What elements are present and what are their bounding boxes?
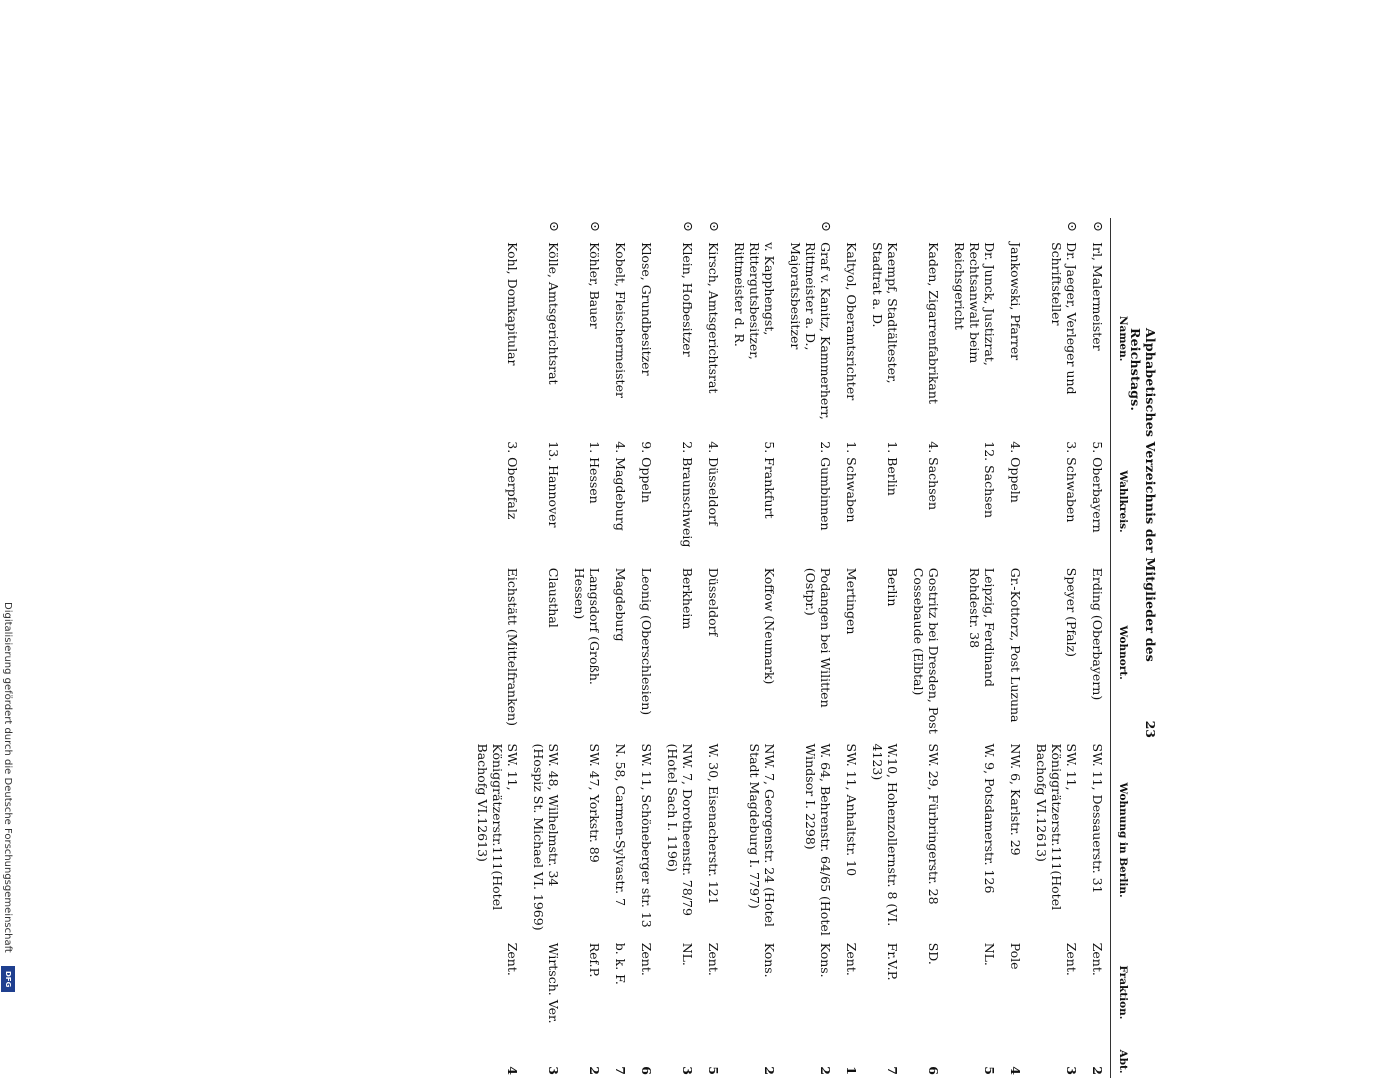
- member-wohnung: SW. 11, Anhaltstr. 10: [844, 743, 859, 877]
- member-name: Köhler, Bauer: [587, 242, 602, 329]
- col-fraktion-header: Fraktion.: [1111, 940, 1131, 1045]
- table-row: [659, 218, 700, 1078]
- member-name: Dr. Junck, Justizrat, Rechtsanwalt beim Reichsgericht: [952, 242, 997, 366]
- member-wohnort: Erding (Oberbayern): [1090, 567, 1105, 701]
- member-wahlkreis: 5. Frankfurt: [762, 441, 777, 519]
- member-wahlkreis: 4. Düsseldorf: [706, 441, 721, 526]
- col-wohnort-header: Wohnort.: [1111, 565, 1131, 741]
- member-wohnort: Mertingen: [844, 567, 859, 635]
- row-mark: [864, 218, 905, 239]
- member-wohnung: NW. 7, Dorotheenstr. 78/79 (Hotel Sach I. 1196): [665, 743, 695, 916]
- col-abt-header: Abt.: [1111, 1045, 1131, 1078]
- member-wohnung: W. 9, Potsdamerstr. 126: [982, 743, 997, 894]
- row-mark: ⊙: [587, 221, 602, 232]
- member-name: Klein, Hofbesitzer: [680, 242, 695, 357]
- member-wohnort: Gr.-Kottorz, Post Luzuna: [1008, 567, 1023, 723]
- member-fraktion: NL.: [680, 942, 695, 966]
- member-wohnung: SW. 29, Fürbringerstr. 28: [926, 743, 941, 905]
- member-wohnort: Langsdorf (Großh. Hessen): [572, 567, 602, 685]
- row-mark: [607, 218, 633, 239]
- member-abteilung: 5: [982, 1066, 997, 1075]
- member-wohnung: W.10, Hohenzollernstr. 8 (VI. 4123): [870, 743, 900, 927]
- table-row: [1084, 218, 1111, 1078]
- member-abteilung: 2: [587, 1066, 602, 1075]
- member-wohnung: SW. 48, Wilhelmstr. 34 (Hospiz St. Michael VI. 1969): [531, 743, 561, 931]
- members-table: [469, 218, 1130, 1078]
- member-name: Dr. Jaeger, Verleger und Schriftsteller: [1049, 242, 1079, 395]
- row-mark: ⊙: [1090, 221, 1105, 232]
- member-wahlkreis: 12. Sachsen: [982, 441, 997, 519]
- member-wohnung: SW. 11, Dessauerstr. 31: [1090, 743, 1105, 894]
- row-mark: ⊙: [1064, 221, 1079, 232]
- member-wohnort: Eichstätt (Mittelfranken): [505, 567, 520, 726]
- row-mark: ⊙: [546, 221, 561, 232]
- member-wohnort: Podangen bei Wilitten (Ostpr.): [803, 567, 833, 708]
- table-row: [726, 218, 782, 1078]
- member-wohnung: NW. 7, Georgenstr. 24 (Hotel Stadt Magdeburg I. 7797): [747, 743, 777, 927]
- member-name: Kobelt, Fleischermeister: [613, 242, 628, 398]
- member-fraktion: NL.: [982, 942, 997, 966]
- table-row: [525, 218, 566, 1078]
- table-row: [905, 218, 946, 1078]
- col-mark-header: [1111, 218, 1131, 239]
- member-fraktion: Zent.: [505, 942, 520, 976]
- row-mark: ⊙: [818, 221, 833, 232]
- member-abteilung: 2: [1090, 1066, 1105, 1075]
- member-wahlkreis: 1. Schwaben: [844, 441, 859, 523]
- member-wohnung: W. 30, Eisenacherstr. 121: [706, 743, 721, 905]
- member-abteilung: 6: [926, 1066, 941, 1075]
- member-abteilung: 4: [1008, 1066, 1023, 1075]
- member-wohnung: SW. 11, Königgrätzerstr.111(Hotel Bachofg VI.12613): [475, 743, 520, 911]
- member-fraktion: Wirtsch. Ver.: [546, 942, 561, 1024]
- dfg-logo: DFG: [1, 966, 15, 992]
- member-fraktion: Pole: [1008, 942, 1023, 970]
- member-abteilung: 6: [639, 1066, 654, 1075]
- member-abteilung: 1: [844, 1066, 859, 1075]
- member-abteilung: 2: [762, 1066, 777, 1075]
- member-name: Kaempf, Stadtältester, Stadtrat a. D.: [870, 242, 900, 384]
- member-wahlkreis: 2. Braunschweig: [680, 441, 695, 548]
- member-abteilung: 5: [706, 1066, 721, 1075]
- table-row: [946, 218, 1002, 1078]
- member-wohnort: Leonig (Oberschlesien): [639, 567, 654, 716]
- member-wahlkreis: 3. Oberpfalz: [505, 441, 520, 520]
- member-wohnung: SW. 11, Königgrätzerstr.111(Hotel Bachofg VI.12613): [1034, 743, 1079, 911]
- member-wahlkreis: 1. Berlin: [885, 441, 900, 496]
- member-wahlkreis: 1. Hessen: [587, 441, 602, 504]
- member-abteilung: 7: [885, 1066, 900, 1075]
- member-wahlkreis: 9. Oppeln: [639, 441, 654, 503]
- document-title: Alphabetisches Verzeichnis der Mitglieder des Reichstags.: [1128, 328, 1158, 663]
- row-mark: [1002, 218, 1028, 239]
- page-number: 23: [1143, 720, 1158, 738]
- member-fraktion: Zent.: [1090, 942, 1105, 976]
- row-mark: ⊙: [706, 221, 721, 232]
- rotated-page: [280, 218, 1160, 1075]
- member-wohnort: Gostritz bei Dresden, Post Cossebaude (Elbtal): [911, 567, 941, 734]
- member-wohnort: Leipzig, Ferdinand Rohdestr. 38: [967, 567, 997, 687]
- member-abteilung: 3: [1064, 1066, 1079, 1075]
- row-mark: ⊙: [680, 221, 695, 232]
- member-wohnort: Düsseldorf: [706, 567, 721, 637]
- member-abteilung: 2: [818, 1066, 833, 1075]
- member-wohnung: N. 58, Carmen-Sylvastr. 7: [613, 743, 628, 907]
- table-row: [633, 218, 659, 1078]
- member-fraktion: Fr.V.P.: [885, 942, 900, 981]
- member-name: Klose, Grundbesitzer: [639, 242, 654, 376]
- row-mark: [469, 218, 525, 239]
- member-abteilung: 7: [613, 1066, 628, 1075]
- member-name: Kölle, Amtsgerichtsrat: [546, 242, 561, 385]
- member-wohnung: SW. 11, Schöneberger str. 13: [639, 743, 654, 928]
- member-wahlkreis: 2. Gumbinnen: [818, 441, 833, 531]
- member-wohnort: Berlin: [885, 567, 900, 607]
- member-wohnung: SW. 47, Yorkstr. 89: [587, 743, 602, 863]
- member-fraktion: Zent.: [706, 942, 721, 976]
- row-mark: [838, 218, 864, 239]
- member-name: Kirsch, Amtsgerichtsrat: [706, 242, 721, 394]
- member-wohnort: Koffow (Neumark): [762, 567, 777, 685]
- member-name: v. Kapphengst, Rittergutsbesitzer, Rittmeister d. R.: [732, 242, 777, 360]
- member-fraktion: Kons.: [818, 942, 833, 978]
- member-fraktion: b. k. F.: [613, 942, 628, 985]
- col-wohnung-header: Wohnung in Berlin.: [1111, 741, 1131, 940]
- member-wahlkreis: 3. Schwaben: [1064, 441, 1079, 523]
- member-fraktion: Zent.: [639, 942, 654, 976]
- member-abteilung: 3: [546, 1066, 561, 1075]
- member-wohnort: Magdeburg: [613, 567, 628, 642]
- row-mark: [633, 218, 659, 239]
- member-wahlkreis: 13. Hannover: [546, 441, 561, 528]
- table-row: [607, 218, 633, 1078]
- member-name: Kaden, Zigarrenfabrikant: [926, 242, 941, 404]
- member-name: Irl, Malermeister: [1090, 242, 1105, 351]
- member-wohnort: Speyer (Pfalz): [1064, 567, 1079, 657]
- member-fraktion: Ref.P.: [587, 942, 602, 978]
- member-wahlkreis: 5. Oberbayern: [1090, 441, 1105, 533]
- table-row: [1002, 218, 1028, 1078]
- col-name-header: Namen.: [1111, 239, 1131, 438]
- col-wahlkreis-header: Wahlkreis.: [1111, 438, 1131, 565]
- member-wohnort: Clausthal: [546, 567, 561, 628]
- row-mark: [905, 218, 946, 239]
- table-row: [566, 218, 607, 1078]
- table-row: [782, 218, 838, 1078]
- member-fraktion: Zent.: [1064, 942, 1079, 976]
- member-wohnung: W. 64, Behrenstr. 64/65 (Hotel Windsor I. 2298): [803, 743, 833, 936]
- member-wahlkreis: 4. Magdeburg: [613, 441, 628, 531]
- digitization-note: [0, 602, 14, 994]
- digitization-note-text: Digitalisierung gefördert durch die Deutsche Forschungsgemeinschaft: [2, 602, 13, 953]
- member-name: Graf v. Kanitz, Kammerherr, Rittmeister a. D., Majoratsbesitzer: [788, 242, 833, 420]
- table-row: [864, 218, 905, 1078]
- member-abteilung: 3: [680, 1066, 695, 1075]
- member-abteilung: 4: [505, 1066, 520, 1075]
- member-fraktion: Kons.: [762, 942, 777, 978]
- member-wahlkreis: 4. Sachsen: [926, 441, 941, 511]
- table-row: [1028, 218, 1084, 1078]
- member-wohnung: NW. 6, Karlstr. 29: [1008, 743, 1023, 856]
- page-header: [1130, 218, 1160, 738]
- member-name: Jankowski, Pfarrer: [1008, 242, 1023, 361]
- member-fraktion: Zent.: [844, 942, 859, 976]
- member-name: Kaltyol, Oberamtsrichter: [844, 242, 859, 401]
- member-name: Kohl, Domkapitular: [505, 242, 520, 366]
- row-mark: [726, 218, 782, 239]
- table-row: [700, 218, 726, 1078]
- row-mark: [946, 218, 1002, 239]
- member-wohnort: Berkheim: [680, 567, 695, 630]
- member-fraktion: SD.: [926, 942, 941, 965]
- member-wahlkreis: 4. Oppeln: [1008, 441, 1023, 503]
- table-row: [469, 218, 525, 1078]
- table-row: [838, 218, 864, 1078]
